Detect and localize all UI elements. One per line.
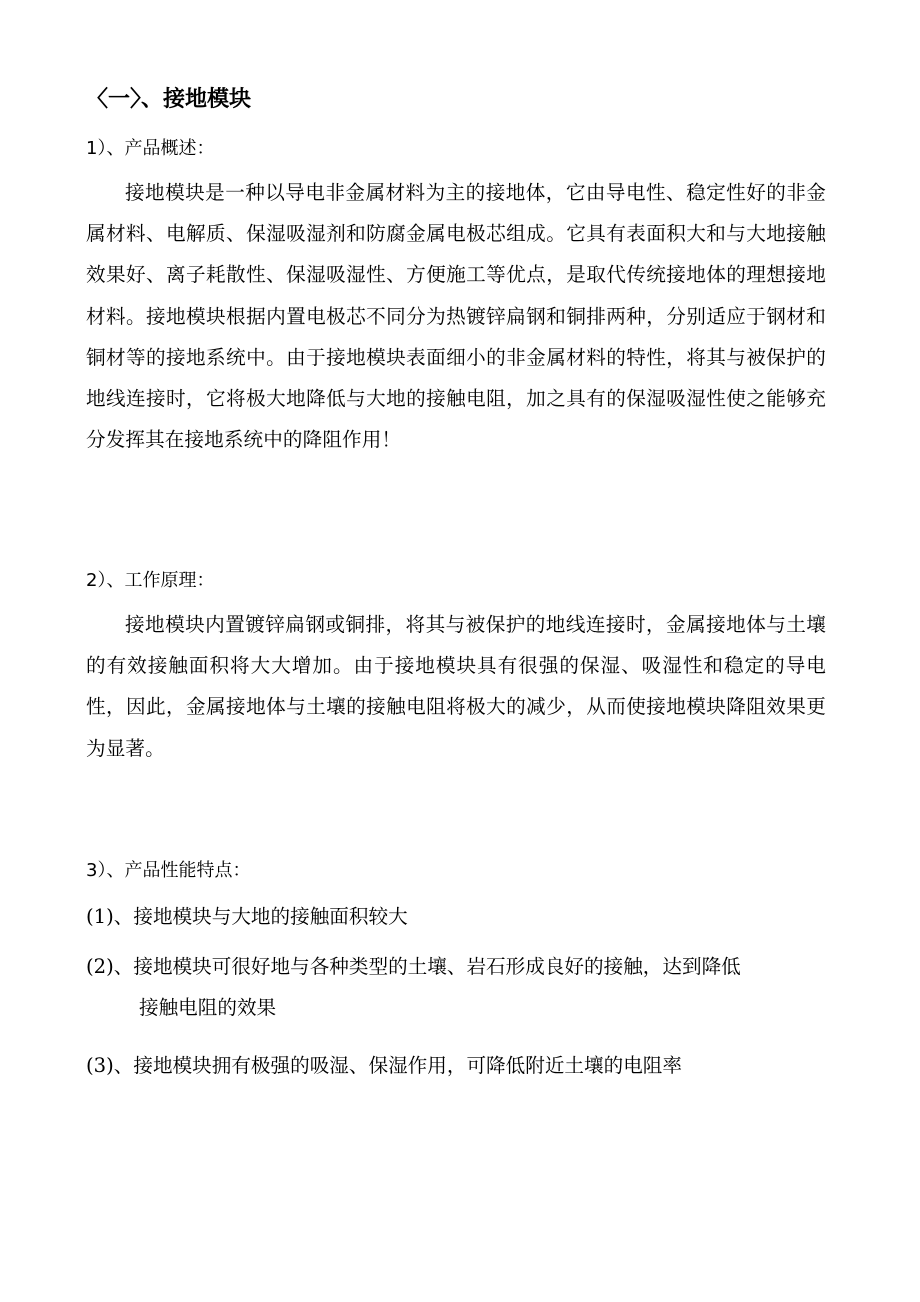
- features-heading: 3）、产品性能特点：: [86, 860, 251, 881]
- feature-item-2: [86, 946, 826, 1028]
- feature-item-2-text: (2)、接地模块可很好地与各种类型的土壤、岩石形成良好的接触，达到降低: [86, 955, 741, 978]
- principle-heading: 2）、工作原理：: [86, 570, 215, 591]
- principle-paragraph: 接地模块内置镀锌扁钢或铜排，将其与被保护的地线连接时，金属接地体与土壤的有效接触面积将大大增加。由于接地模块具有很强的保湿、吸湿性和稳定的导电性，因此，金属接地体与土壤的接触电阻将极大的减少，从而使接地模块降阻效果更为显著。: [86, 613, 826, 760]
- section-title: 〈一〉、接地模块: [86, 87, 252, 112]
- overview-paragraph: 接地模块是一种以导电非金属材料为主的接地体，它由导电性、稳定性好的非金属材料、电解质、保湿吸湿剂和防腐金属电极芯组成。它具有表面积大和与大地接触效果好、离子耗散性、保湿吸湿性、方便施工等优点，是取代传统接地体的理想接地材料。接地模块根据内置电极芯不同分为热镀锌扁钢和铜排两种，分别适应于钢材和铜材等的接地系统中。由于接地模块表面细小的非金属材料的特性，将其与被保护的地线连接时，它将极大地降低与大地的接触电阻，加之具有的保湿吸湿性使之能够充分发挥其在接地系统中的降阻作用！: [86, 181, 826, 452]
- feature-item-3-text: (3)、接地模块拥有极强的吸湿、保湿作用，可降低附近土壤的电阻率: [86, 1054, 682, 1077]
- feature-item-1: [86, 896, 826, 937]
- feature-item-3: [86, 1045, 826, 1086]
- overview-heading: 1）、产品概述：: [86, 138, 215, 159]
- feature-item-2-continuation: 接触电阻的效果: [139, 996, 277, 1020]
- feature-item-1-text: (1)、接地模块与大地的接触面积较大: [86, 905, 408, 928]
